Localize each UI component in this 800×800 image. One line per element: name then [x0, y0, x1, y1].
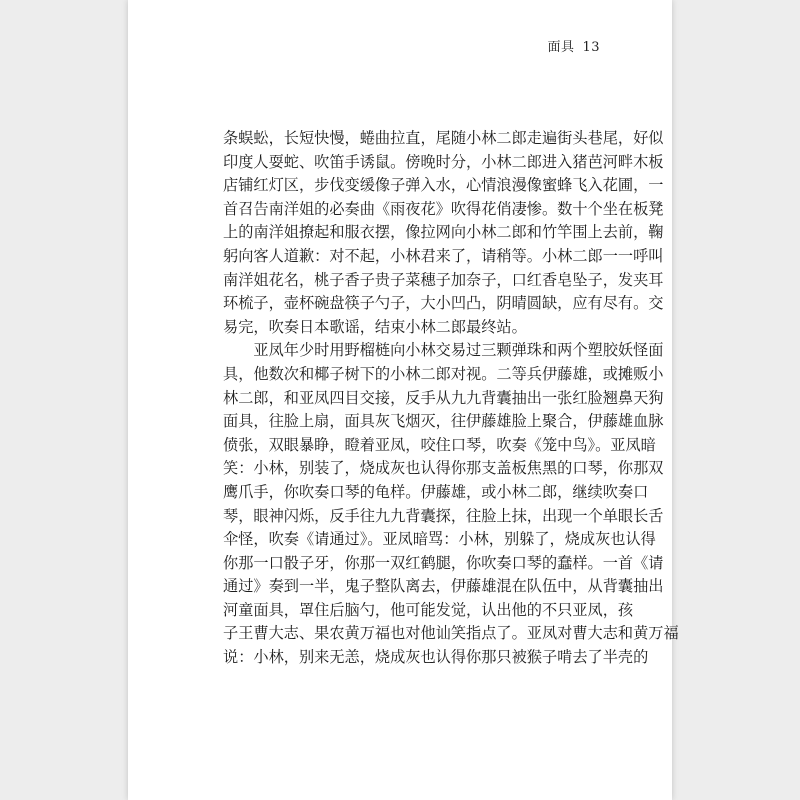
- text-line: 河童面具，罩住后脑勺，他可能发觉，认出他的不只亚凤，孩: [223, 600, 634, 619]
- text-line: 伞怪，吹奏《请通过》。亚凤暗骂：小林，别躲了，烧成灰也认得: [223, 530, 656, 549]
- text-line: 店铺红灯区，步伐变缓像子弹入水，心情浪漫像蜜蜂飞入花圃，一: [223, 176, 664, 195]
- text-line: 林二郎，和亚凤四目交接，反手从九九背囊抽出一张红脸翘鼻天狗: [223, 388, 664, 407]
- text-line: 面具，往脸上扇，面具灰飞烟灭，往伊藤雄脸上聚合，伊藤雄血脉: [223, 412, 664, 431]
- text-line: 说：小林，别来无恙，烧成灰也认得你那只被猴子啃去了半壳的: [223, 648, 649, 667]
- paragraph-2: [223, 339, 727, 669]
- text-line: 南洋姐花名，桃子香子贵子菜穗子加奈子，口红香皂坠子，发夹耳: [223, 270, 664, 289]
- text-line: 上的南洋姐撩起和服衣摆，像拉网向小林二郎和竹竿围上去前，鞠: [223, 223, 664, 242]
- running-head: [547, 36, 600, 55]
- text-line: 首召告南洋姐的必奏曲《雨夜花》吹得花俏凄惨。数十个坐在板凳: [223, 199, 664, 218]
- text-line: 具，他数次和椰子树下的小林二郎对视。二等兵伊藤雄，或摊贩小: [223, 364, 664, 383]
- text-line: 亚凤年少时用野榴梿向小林交易过三颗弹珠和两个塑胶妖怪面: [253, 341, 664, 360]
- text-line: 子王曹大志、果农黄万福也对他讪笑指点了。亚凤对曹大志和黄万福: [223, 624, 679, 643]
- text-line: 易完，吹奏日本歌谣，结束小林二郎最终站。: [223, 317, 527, 336]
- body-text: [223, 127, 727, 670]
- text-line: 躬向客人道歉：对不起，小林君来了，请稍等。小林二郎一一呼叫: [223, 246, 664, 265]
- paragraph-1: [223, 127, 727, 339]
- text-line: 印度人耍蛇、吹笛手诱鼠。傍晚时分，小林二郎进入猪芭河畔木板: [223, 152, 664, 171]
- text-line: 通过》奏到一半，鬼子整队离去，伊藤雄混在队伍中，从背囊抽出: [223, 577, 664, 596]
- section-title: 面具: [547, 40, 575, 55]
- text-line: 偾张，双眼暴睁，瞪着亚凤，咬住口琴，吹奏《笼中鸟》。亚凤暗: [223, 435, 656, 454]
- text-line: 琴，眼神闪烁，反手往九九背囊探，往脸上抹，出现一个单眼长舌: [223, 506, 664, 525]
- text-line: 条蜈蚣，长短快慢，蜷曲拉直，尾随小林二郎走遍街头巷尾，好似: [223, 129, 664, 147]
- page-number: 13: [582, 40, 600, 55]
- book-page: [128, 0, 679, 800]
- text-line: 环梳子，壶杯碗盘筷子勺子，大小凹凸，阴晴圆缺，应有尽有。交: [223, 294, 664, 313]
- text-line: 你那一口骰子牙，你那一双红鹤腿，你吹奏口琴的蠢样。一首《请: [223, 553, 664, 572]
- text-line: 鹰爪手，你吹奏口琴的龟样。伊藤雄，或小林二郎，继续吹奏口: [223, 482, 649, 501]
- text-line: 笑：小林，别装了，烧成灰也认得你那支盖板焦黑的口琴，你那双: [223, 459, 664, 478]
